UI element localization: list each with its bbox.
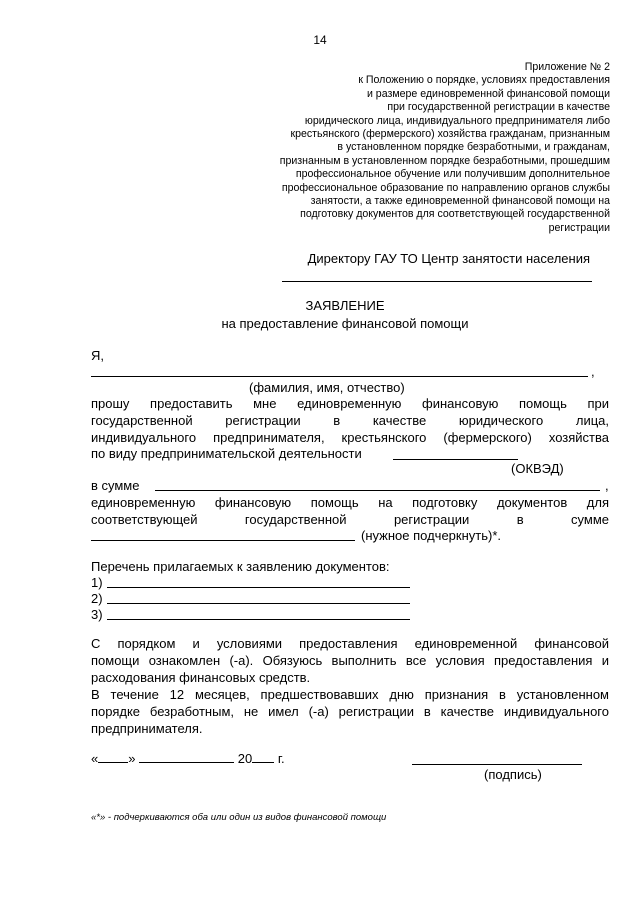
prep-line: единовременную финансовую помощь на подготовку документов для bbox=[91, 495, 609, 510]
applicant-comma: , bbox=[591, 364, 595, 379]
agreement-line: расходования финансовых средств. bbox=[91, 670, 311, 685]
applicant-pronoun: Я, bbox=[91, 348, 104, 363]
appendix-line: регистрации bbox=[548, 221, 610, 234]
activity-field[interactable] bbox=[393, 459, 518, 460]
appendix-line: Приложение № 2 bbox=[524, 61, 610, 73]
appendix-line: при государственной регистрации в качестве bbox=[387, 101, 610, 114]
appendix-line: подготовку документов для соответствующей государственной bbox=[300, 208, 610, 221]
date-open-quote: « bbox=[91, 751, 99, 766]
appendix-line: крестьянского (фермерского) хозяйства гражданам, признанным bbox=[290, 128, 610, 141]
agreement-paragraph bbox=[91, 635, 609, 737]
appendix-line: профессиональное образование по направлению органов службы bbox=[281, 181, 610, 194]
appendix-header bbox=[280, 61, 610, 235]
date-line bbox=[91, 751, 285, 766]
sum-label: в сумме bbox=[91, 478, 140, 493]
document-item-number: 3) bbox=[91, 607, 103, 622]
signature-caption: (подпись) bbox=[484, 767, 542, 782]
document-subtitle: на предоставление финансовой помощи bbox=[221, 316, 469, 331]
request-line: прошу предоставить мне единовременную финансовую помощь при bbox=[91, 396, 609, 411]
agreement-line: С порядком и условиями предоставления единовременной финансовой bbox=[91, 636, 609, 651]
applicant-name-field[interactable] bbox=[91, 376, 588, 377]
document-item-field[interactable] bbox=[107, 587, 410, 588]
sum-field[interactable] bbox=[155, 490, 600, 491]
document-item-number: 1) bbox=[91, 575, 103, 590]
underline-note: (нужное подчеркнуть)*. bbox=[361, 528, 501, 543]
document-item-field[interactable] bbox=[107, 603, 410, 604]
date-year-prefix: 20 bbox=[237, 751, 253, 766]
date-day-field[interactable] bbox=[98, 751, 128, 763]
appendix-line: профессиональное обучение или получившим дополнительное bbox=[295, 168, 610, 181]
document-item-number: 2) bbox=[91, 591, 103, 606]
sum-comma: , bbox=[605, 478, 609, 493]
footnote: «*» - подчеркиваются оба или один из видов финансовой помощи bbox=[91, 812, 387, 823]
document-item-field[interactable] bbox=[107, 619, 410, 620]
appendix-line: и размере единовременной финансовой помощи bbox=[366, 87, 610, 100]
appendix-line: юридического лица, индивидуального предпринимателя либо bbox=[304, 114, 610, 127]
applicant-name-caption: (фамилия, имя, отчество) bbox=[249, 380, 405, 395]
request-line: индивидуального предпринимателя, крестьянского (фермерского) хозяйства bbox=[91, 430, 609, 445]
appendix-line: к Положению о порядке, условиях предоставления bbox=[358, 74, 610, 87]
appendix-line: занятости, а также единовременной финансовой помощи на bbox=[310, 195, 610, 208]
signature-field[interactable] bbox=[412, 764, 582, 765]
documents-heading: Перечень прилагаемых к заявлению документов: bbox=[91, 559, 390, 574]
date-year-field[interactable] bbox=[252, 751, 274, 763]
date-close-quote: » bbox=[128, 751, 136, 766]
agreement-line: В течение 12 месяцев, предшествовавших дню признания в установленном bbox=[91, 687, 609, 702]
date-month-field[interactable] bbox=[139, 751, 234, 763]
prep-sum-field[interactable] bbox=[91, 540, 355, 541]
request-line: государственной регистрации в качестве юридического лица, bbox=[91, 413, 609, 428]
agreement-line: порядке безработным, не имел (-а) регистрации в качестве индивидуального bbox=[91, 704, 609, 719]
prep-line: соответствующей государственной регистрации в сумме bbox=[91, 512, 609, 527]
date-year-suffix: г. bbox=[277, 751, 285, 766]
page-number: 14 bbox=[313, 33, 327, 47]
agreement-line: предпринимателя. bbox=[91, 721, 203, 736]
okved-caption: (ОКВЭД) bbox=[511, 461, 564, 476]
request-paragraph bbox=[91, 395, 609, 446]
appendix-line: в установленном порядке безработными, и гражданам, bbox=[337, 141, 610, 154]
agreement-line: помощи ознакомлен (-а). Обязуюсь выполнить все условия предоставления и bbox=[91, 653, 609, 668]
addressee: Директору ГАУ ТО Центр занятости населения bbox=[307, 251, 590, 266]
appendix-line: признанным в установленном порядке безработными, прошедшим bbox=[279, 154, 610, 167]
prep-assistance-paragraph bbox=[91, 494, 609, 528]
document-title: ЗАЯВЛЕНИЕ bbox=[305, 298, 385, 313]
activity-label: по виду предпринимательской деятельности bbox=[91, 446, 362, 461]
addressee-name-field[interactable] bbox=[282, 281, 592, 282]
